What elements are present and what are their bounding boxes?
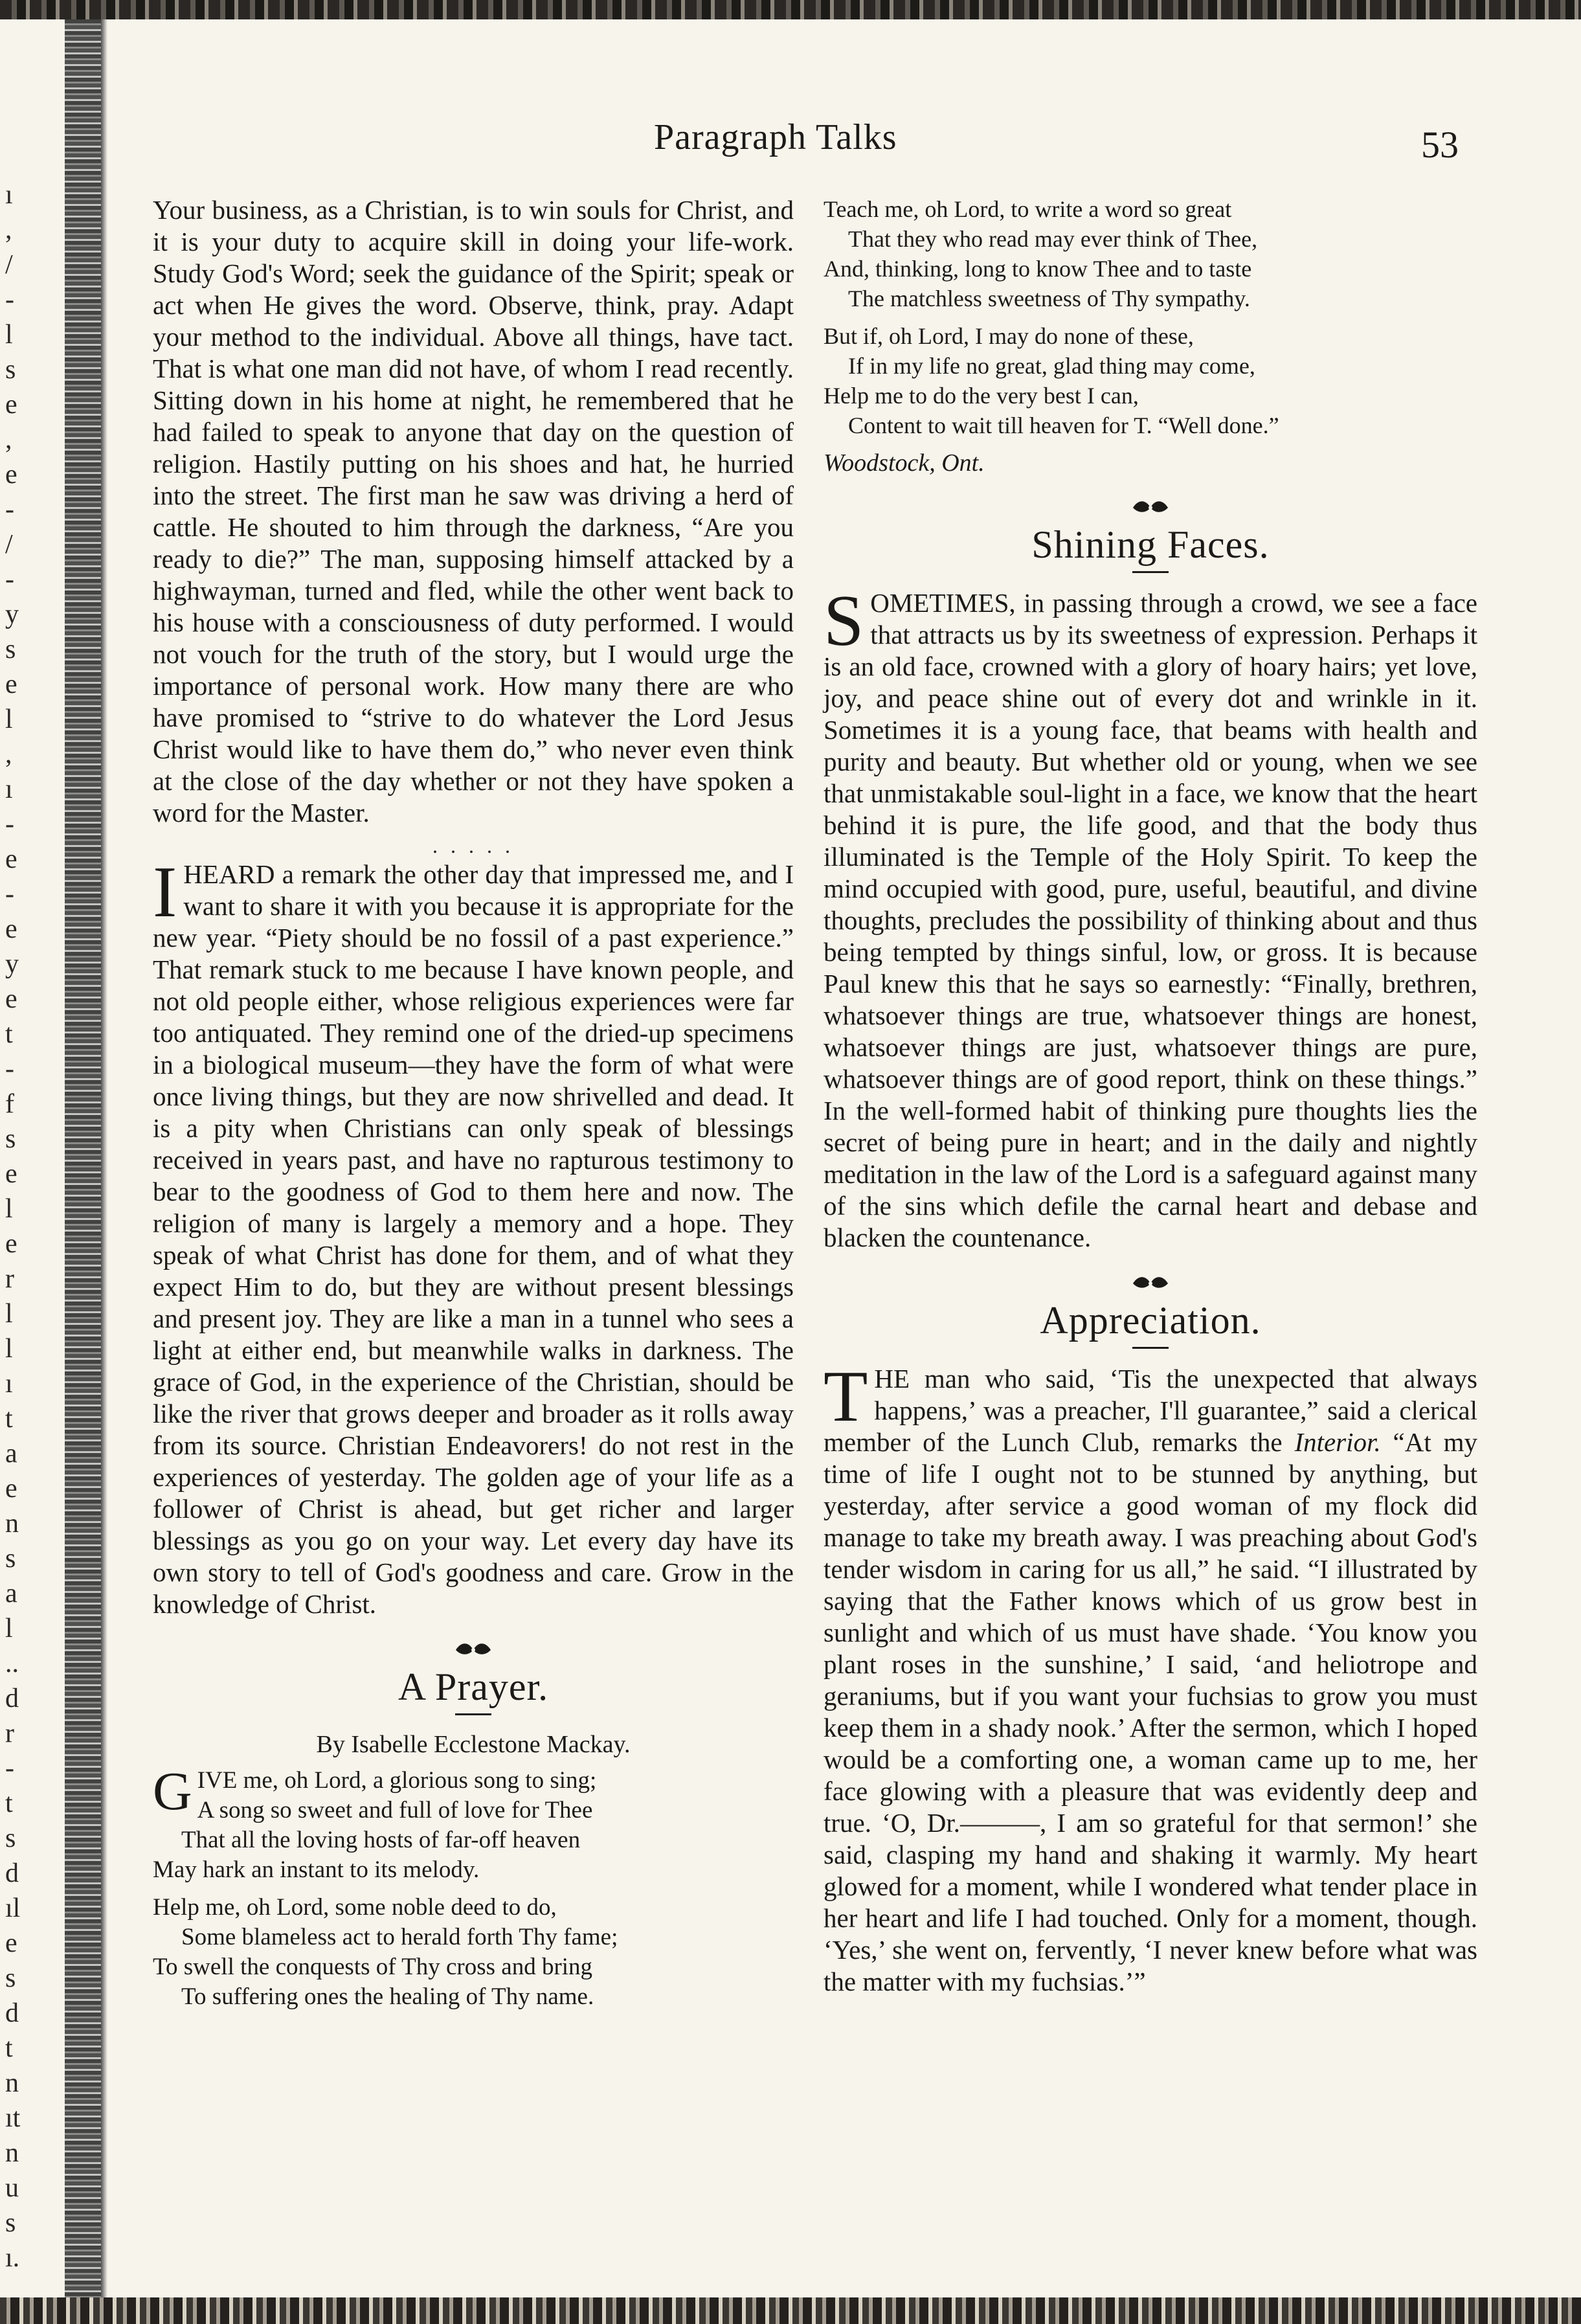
margin-fragment: s <box>5 2208 16 2238</box>
margin-fragment: s <box>5 355 16 385</box>
title-rule <box>1132 571 1169 573</box>
poem-stanza-1 <box>153 1761 794 1885</box>
fleuron-ornament <box>824 491 1477 519</box>
margin-fragment: ı <box>5 1369 13 1399</box>
poem-line: Teach me, oh Lord, to write a word so great <box>824 196 1232 222</box>
margin-fragment: ıt <box>5 2103 21 2133</box>
margin-fragment: - <box>5 809 14 839</box>
poem-line: IVE me, oh Lord, a glorious song to sing; <box>197 1767 597 1794</box>
poem-line: That all the loving hosts of far-off heaven <box>181 1827 581 1853</box>
margin-fragment: s <box>5 1823 16 1853</box>
margin-fragment: e <box>5 1928 17 1958</box>
dropcap-s: S <box>824 581 864 661</box>
margin-fragment: l <box>5 705 13 734</box>
poem-line: Content to wait till heaven for T. “Well done.” <box>848 412 1279 438</box>
prayer-title: A Prayer. <box>398 1665 549 1708</box>
margin-fragment: l <box>5 1299 13 1329</box>
poem-stanza-4 <box>824 321 1477 440</box>
margin-fragment: ı. <box>5 2243 20 2273</box>
book-binding <box>65 19 101 2297</box>
poem-line: Some blameless act to herald forth Thy fame; <box>181 1924 618 1950</box>
margin-fragment: r <box>5 1264 14 1294</box>
facing-page-fragments <box>0 181 26 2292</box>
poem-line: A song so sweet and full of love for Thee <box>197 1797 593 1823</box>
poem-line: But if, oh Lord, I may do none of these, <box>824 323 1194 349</box>
margin-fragment: e <box>5 984 17 1014</box>
binding-shadow <box>101 19 107 2297</box>
fleuron-ornament <box>153 1633 794 1662</box>
scan-top-edge <box>0 0 1581 19</box>
margin-fragment: t <box>5 1404 13 1434</box>
dropcap-t: T <box>824 1357 868 1437</box>
margin-fragment: d <box>5 1998 19 2028</box>
margin-fragment: t <box>5 1788 13 1818</box>
margin-fragment: e <box>5 670 17 699</box>
prayer-poem-part2 <box>824 194 1477 478</box>
margin-fragment: , <box>5 739 12 769</box>
margin-fragment: a <box>5 1579 17 1608</box>
paragraph-soul-winning: Your business, as a Christian, is to win souls for Christ, and it is your duty to acquire skill in doing your life-work. Study God's Word; seek the guidance of the Spirit; speak or act when He gives the word. Observe, think, pray. Adapt your method to the individual. Above all things, have tact. That is what one man did not have, of whom I read recently. Sitting down in his home at night, he remembered that he had failed to speak to anyone that day on the question of religion. Hastily putting on his shoes and hat, he hurried into the street. The first man he saw was driving a herd of cattle. He shouted to him through the darkness, “Are you ready to die?” The man, supposing himself attacked by a highwayman, turned and fled, while the other went back to his house with a consciousness of duty performed. I would not vouch for the truth of the story, but I would urge the importance of personal work. How many there are who have promised to “strive to do whatever the Lord Jesus Christ would like to have them do,” who never even think at the close of the day whether or not they have spoken a word for the Master. <box>153 195 794 828</box>
dropcap-g: G <box>153 1761 192 1822</box>
margin-fragment: e <box>5 1474 17 1504</box>
margin-fragment: e <box>5 1229 17 1259</box>
margin-fragment: .. <box>5 1649 19 1678</box>
prayer-place: Woodstock, Ont. <box>824 449 985 477</box>
margin-fragment: d <box>5 1858 19 1888</box>
running-title: Paragraph Talks <box>654 117 897 157</box>
section-separator: . . . . . <box>432 834 514 857</box>
margin-fragment: y <box>5 949 19 979</box>
left-column <box>153 194 794 2020</box>
poem-line: That they who read may ever think of Thee, <box>848 226 1258 252</box>
interior-citation: Interior. <box>1294 1427 1381 1457</box>
margin-fragment: r <box>5 1719 14 1748</box>
poem-line: The matchless sweetness of Thy sympathy. <box>848 286 1250 311</box>
poem-stanza-2 <box>153 1893 794 2012</box>
poem-line: May hark an instant to its melody. <box>153 1856 480 1883</box>
scan-bottom-edge <box>0 2297 1581 2324</box>
fleuron-icon <box>1128 498 1173 517</box>
paragraph-piety <box>153 852 794 1620</box>
margin-fragment: / <box>5 250 13 280</box>
prayer-poem-part1 <box>153 1761 794 2012</box>
right-column <box>824 194 1477 1998</box>
margin-fragment: n <box>5 1509 19 1539</box>
margin-fragment: - <box>5 285 14 315</box>
fleuron-icon <box>451 1640 496 1660</box>
margin-fragment: u <box>5 2173 19 2203</box>
margin-fragment: - <box>5 1054 14 1084</box>
page-number: 53 <box>1421 124 1459 166</box>
poem-line: And, thinking, long to know Thee and to taste <box>824 256 1252 282</box>
dropcap-i: I <box>153 852 177 932</box>
margin-fragment: a <box>5 1439 17 1469</box>
margin-fragment: - <box>5 1754 14 1783</box>
appreciation-text-pre: HE man who said, ‘Tis the unexpected that always happens,’ was a preacher, I'll guarantee,” said a clerical member of the Lunch Club, remarks the <box>824 1364 1477 1457</box>
poem-line: To swell the conquests of Thy cross and bring <box>153 1954 593 1980</box>
paragraph-appreciation <box>824 1357 1477 1998</box>
margin-fragment: e <box>5 844 17 874</box>
margin-fragment: n <box>5 2138 19 2168</box>
poem-line: Help me, oh Lord, some noble deed to do, <box>153 1894 557 1921</box>
title-rule <box>455 1713 491 1715</box>
margin-fragment: / <box>5 530 13 559</box>
appreciation-title: Appreciation. <box>1040 1299 1261 1342</box>
margin-fragment: e <box>5 1159 17 1189</box>
margin-fragment: e <box>5 460 17 490</box>
margin-fragment: ı <box>5 180 13 210</box>
margin-fragment: - <box>5 879 14 909</box>
poem-line: If in my life no great, glad thing may come, <box>848 353 1255 379</box>
poem-line: Help me to do the very best I can, <box>824 383 1139 409</box>
margin-fragment: - <box>5 565 14 594</box>
margin-fragment: n <box>5 2068 19 2098</box>
prayer-byline: By Isabelle Ecclestone Mackay. <box>316 1731 631 1758</box>
margin-fragment: t <box>5 1019 13 1049</box>
margin-fragment: t <box>5 2033 13 2063</box>
margin-fragment: ıl <box>5 1893 21 1923</box>
margin-fragment: l <box>5 1614 13 1643</box>
appreciation-text-post: “At my time of life I ought not to be stunned by anything, but yesterday, after service a good woman of my flock did manage to take my breath away. I was preaching about God's tender wisdom in caring for us all,” he said. “I illustrated by saying that the Father knows which of us grow best in sunlight and which of us must have shade. ‘You know you plant roses in the sunshine,’ I said, ‘and heliotrope and geraniums, but if you want your fuchsias to grow you must keep them in a shady nook.’ After the sermon, which I hoped would be a comforting one, a woman came up to me, her face glowing with a pleasure that was evidently deep and true. ‘O, Dr.———, I am so grateful for that sermon!’ she said, clasping my hand and shaking it warmly. My heart glowed for a moment, while I wondered what tender place in her heart and life I had touched. Only for a moment, though. ‘Yes,’ she went on, fervently, ‘I never knew before what was the matter with my fuchsias.’” <box>824 1427 1477 1996</box>
title-rule <box>1132 1347 1169 1349</box>
shining-faces-text: OMETIMES, in passing through a crowd, we see a face that attracts us by its sweetness of expression. Perhaps it is an old face, crowned with a glory of hoary hairs; yet love, joy, and peace shine out of every dot and wrinkle in it. Sometimes it is a young face, that beams with health and purity and beauty. But whether old or young, when we see that unmistakable soul-light in a face, we know that the heart behind it is pure, the life good, and that the body thus illuminated is the Temple of the Holy Spirit. To keep the mind occupied with good, pure, useful, beautiful, and divine thoughts, precludes the possibility of thinking about and thus being tempted by things sinful, low, or gross. It is because Paul knew this that he says so earnestly: “Finally, brethren, whatsoever things are true, whatsoever things are honest, whatsoever things are just, whatsoever things are pure, whatsoever things are of good report, think on these things.” In the well-formed habit of thinking pure thoughts lies the secret of being pure in heart; and in the daily and nightly meditation in the law of the Lord is a safeguard against many of the sins which defile the carnal heart and debase and blacken the countenance. <box>824 588 1477 1252</box>
margin-fragment: s <box>5 1963 16 1993</box>
margin-fragment: d <box>5 1684 19 1713</box>
margin-fragment: , <box>5 425 12 455</box>
margin-fragment: e <box>5 390 17 420</box>
margin-fragment: l <box>5 320 13 350</box>
fleuron-ornament <box>824 1267 1477 1295</box>
margin-fragment: , <box>5 215 12 245</box>
paragraph-piety-text: HEARD a remark the other day that impressed me, and I want to share it with you because it is appropriate for the new year. “Piety should be no fossil of a past experience.” That remark stuck to me because I have known people, and not old people either, whose religious experiences were far too antiquated. They remind one of the dried-up specimens in a biological museum—they have the form of what were once living things, but they are now shrivelled and dead. It is a pity when Christians can only speak of blessings received in years past, and have no rapturous testimony to bear to the goodness of God to them here and now. The religion of many is largely a memory and a hope. They speak of what Christ has done for them, and of what they expect Him to do, but they are without present blessings and present joy. They are like a man in a tunnel who sees a light at either end, but meanwhile walks in darkness. The grace of God, in the experience of the Christian, should be like the river that grows deeper and broader as it rolls away from its source. Christian Endeavorers! do not rest in the experiences of yesterday. The golden age of your life as a follower of Christ is ahead, but get richer and larger blessings as you go on your way. Let every day have its own story to tell of God's goodness and care. Grow in the knowledge of Christ. <box>153 859 794 1619</box>
margin-fragment: s <box>5 1544 16 1574</box>
margin-fragment: f <box>5 1089 14 1119</box>
fleuron-icon <box>1128 1274 1173 1293</box>
margin-fragment: s <box>5 635 16 664</box>
poem-line: To suffering ones the healing of Thy name. <box>181 1983 594 2010</box>
margin-fragment: ı <box>5 774 13 804</box>
paragraph-shining-faces <box>824 581 1477 1254</box>
margin-fragment: l <box>5 1334 13 1364</box>
margin-fragment: l <box>5 1194 13 1224</box>
margin-fragment: y <box>5 600 19 629</box>
margin-fragment: s <box>5 1124 16 1154</box>
poem-stanza-3 <box>824 194 1477 313</box>
margin-fragment: - <box>5 495 14 525</box>
shining-faces-title: Shining Faces. <box>1031 523 1270 566</box>
margin-fragment: e <box>5 914 17 944</box>
